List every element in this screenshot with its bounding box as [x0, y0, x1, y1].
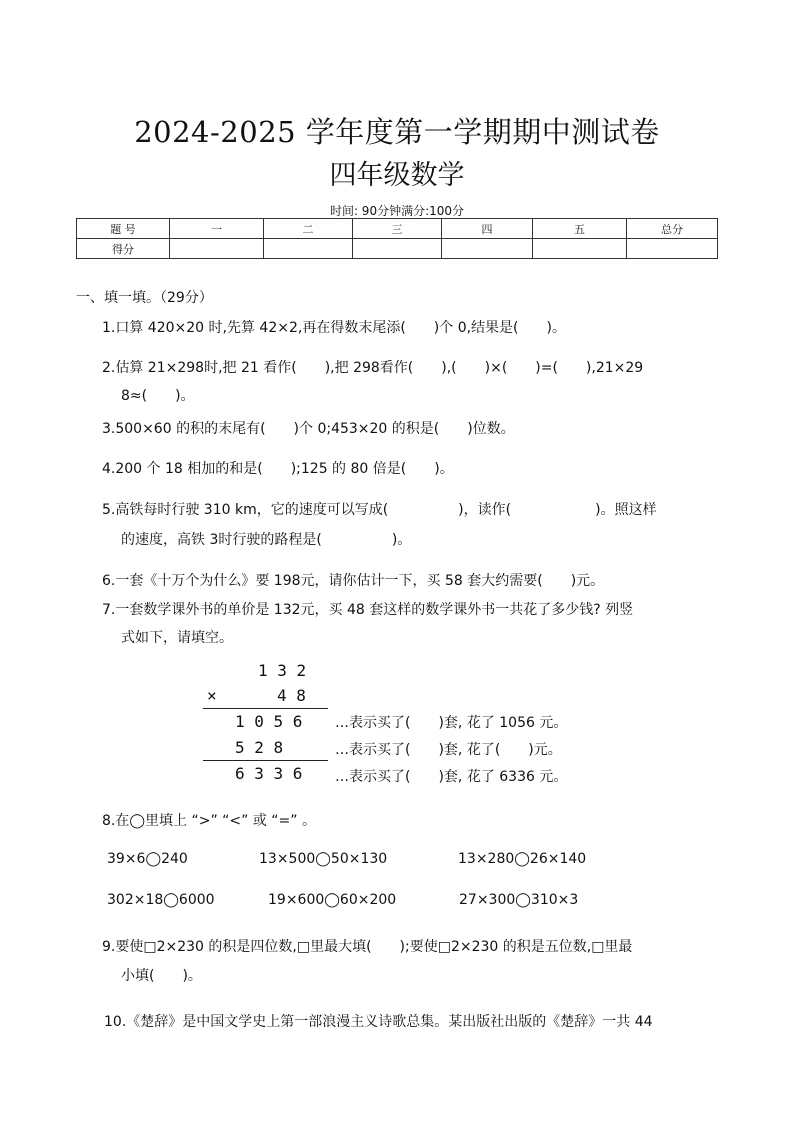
score-cell[interactable] — [442, 239, 533, 259]
score-cell[interactable] — [627, 239, 718, 259]
score-header-cell: 二 — [264, 219, 353, 239]
calc-note-1: …表示买了( )套, 花了 1056 元。 — [335, 715, 568, 731]
calc-note-3: …表示买了( )套, 花了 6336 元。 — [335, 769, 568, 785]
question-7-line1: 7.一套数学课外书的单价是 132元，买 48 套这样的数学课外书一共花了多少钱? 列竖 — [102, 602, 634, 618]
question-9-line2: 小填( )。 — [121, 968, 202, 984]
calc-partial-product-2: 5 2 8 — [235, 738, 284, 757]
question-2-line1: 2.估算 21×298时,把 21 看作( ),把 298看作( ),( )×( )=( ),21×29 — [102, 360, 644, 376]
score-header-cell: 三 — [353, 219, 442, 239]
score-cell[interactable] — [264, 239, 353, 259]
compare-item: 27×300◯310×3 — [459, 892, 579, 908]
calc-line — [203, 708, 328, 709]
question-10: 10.《楚辞》是中国文学史上第一部浪漫主义诗歌总集。某出版社出版的《楚辞》一共 44 — [104, 1014, 653, 1030]
calc-multiplicand: 1 3 2 — [258, 661, 307, 680]
page-subtitle: 四年级数学 — [329, 160, 465, 191]
compare-item: 13×280◯26×140 — [458, 851, 587, 867]
question-1: 1.口算 420×20 时,先算 42×2,再在得数末尾添( )个 0,结果是( )。 — [102, 320, 566, 336]
question-4: 4.200 个 18 相加的和是( );125 的 80 倍是( )。 — [102, 461, 454, 477]
question-5-line1: 5.高铁每时行驶 310 km，它的速度可以写成( )，读作( )。照这样 — [102, 502, 657, 518]
exam-meta: 时间: 90分钟满分:100分 — [329, 204, 465, 218]
score-table — [76, 218, 718, 259]
question-6: 6.一套《十万个为什么》要 198元，请你估计一下，买 58 套大约需要( )元。 — [102, 573, 605, 589]
question-3: 3.500×60 的积的末尾有( )个 0;453×20 的积是( )位数。 — [102, 421, 515, 437]
score-table-score-row — [77, 239, 718, 259]
compare-item: 302×18◯6000 — [107, 892, 215, 908]
score-header-cell: 题 号 — [77, 219, 170, 239]
compare-item: 39×6◯240 — [107, 851, 188, 867]
question-2-line2: 8≈( )。 — [121, 388, 195, 404]
calc-partial-product-1: 1 0 5 6 — [235, 712, 303, 731]
compare-item: 19×600◯60×200 — [268, 892, 397, 908]
score-cell[interactable] — [353, 239, 442, 259]
score-header-cell: 五 — [533, 219, 627, 239]
calc-product: 6 3 3 6 — [235, 764, 303, 783]
question-5-line2: 的速度，高铁 3时行驶的路程是( )。 — [121, 532, 412, 548]
score-table-header-row — [77, 219, 718, 239]
score-header-cell: 总分 — [627, 219, 718, 239]
calc-line — [203, 760, 328, 761]
section-title: 一、填一填。（29分） — [76, 290, 213, 306]
question-8: 8.在◯里填上 “>” “<” 或 “=” 。 — [102, 813, 316, 829]
calc-times-sign: × — [207, 686, 217, 705]
compare-item: 13×500◯50×130 — [259, 851, 388, 867]
score-cell[interactable] — [170, 239, 264, 259]
score-row-label: 得分 — [77, 239, 170, 259]
question-9-line1: 9.要使□2×230 的积是四位数,□里最大填( );要使□2×230 的积是五位数,□里最 — [102, 939, 633, 955]
question-7-line2: 式如下，请填空。 — [121, 630, 233, 646]
score-header-cell: 四 — [442, 219, 533, 239]
score-cell[interactable] — [533, 239, 627, 259]
calc-note-2: …表示买了( )套, 花了( )元。 — [335, 742, 562, 758]
page-title: 2024-2025 学年度第一学期期中测试卷 — [134, 115, 660, 149]
calc-multiplier: 4 8 — [277, 686, 306, 705]
score-header-cell: 一 — [170, 219, 264, 239]
